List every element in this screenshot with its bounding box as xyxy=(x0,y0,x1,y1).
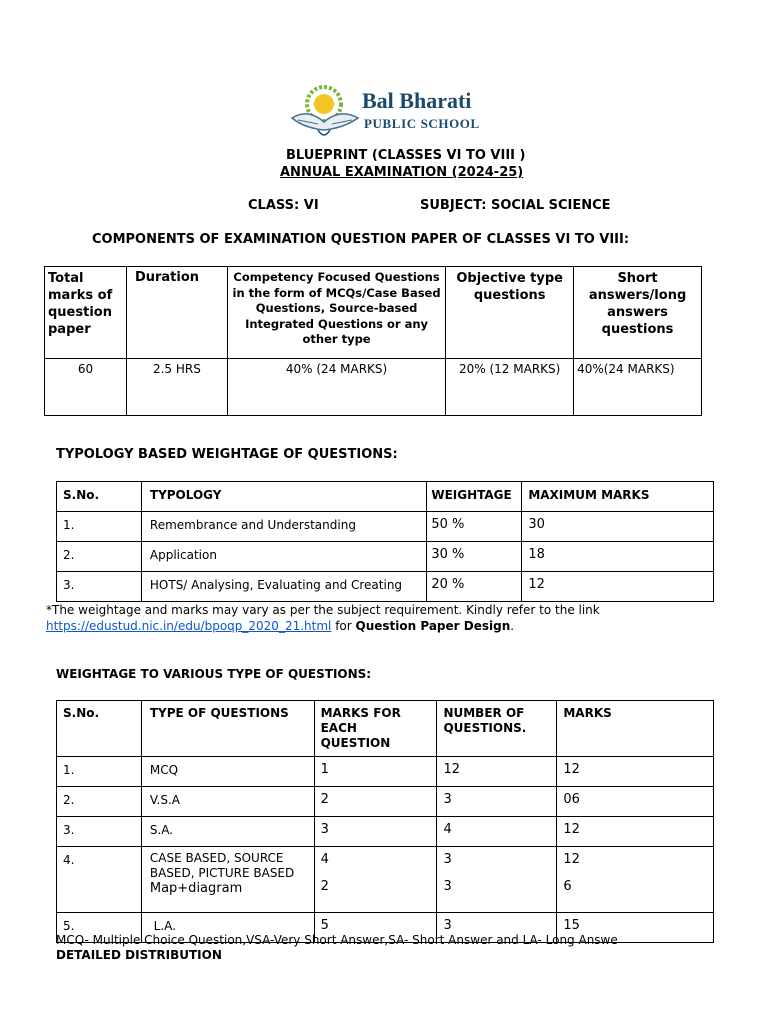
typology-heading: TYPOLOGY BASED WEIGHTAGE OF QUESTIONS: xyxy=(56,447,398,462)
weightage-type: MCQ xyxy=(149,763,179,777)
weightage-header-type: TYPE OF QUESTIONS xyxy=(149,706,289,720)
weightage-marks: 15 xyxy=(563,918,580,933)
typology-header-weightage: WEIGHTAGE xyxy=(431,488,512,502)
logo-school-subtitle: PUBLIC SCHOOL xyxy=(364,116,480,131)
weightage-header-marks: MARKS xyxy=(563,706,612,720)
weightage-number-secondary: 3 xyxy=(443,879,452,894)
typology-header-maxmarks: MAXIMUM MARKS xyxy=(528,488,650,502)
exam-title: ANNUAL EXAMINATION (2024-25) xyxy=(280,165,524,180)
weightage-number: 4 xyxy=(443,822,452,837)
typology-table xyxy=(56,481,714,602)
weightage-sno: 5. xyxy=(63,919,75,933)
weightage-number: 3 xyxy=(443,852,452,867)
table-row xyxy=(57,787,714,817)
weightage-number: 12 xyxy=(443,762,460,777)
value-competency: 40% (24 MARKS) xyxy=(285,362,388,376)
table-row xyxy=(57,572,714,602)
note-bold-text: Question Paper Design xyxy=(355,619,511,633)
header-objective: Objective type questions xyxy=(456,271,563,303)
question-paper-design-link[interactable]: https://edustud.nic.in/edu/bpoqp_2020_21.html xyxy=(46,619,332,633)
typology-weightage: 50 % xyxy=(431,517,465,532)
weightage-type: V.S.A xyxy=(149,793,180,807)
weightage-table xyxy=(56,700,714,943)
weightage-type-secondary: Map+diagram xyxy=(149,881,243,896)
weightage-number: 3 xyxy=(443,792,452,807)
value-objective: 20% (12 MARKS) xyxy=(459,362,561,376)
table-row xyxy=(57,701,714,757)
blueprint-title: BLUEPRINT (CLASSES VI TO VIII ) xyxy=(286,148,526,163)
typology-maxmarks: 12 xyxy=(528,577,545,592)
weightage-sno: 2. xyxy=(63,793,75,807)
typology-sno: 1. xyxy=(63,518,75,532)
weightage-header-number: NUMBER OF QUESTIONS. xyxy=(443,706,527,735)
detailed-distribution-heading: DETAILED DISTRIBUTION xyxy=(56,948,222,962)
weightage-each-secondary: 2 xyxy=(320,879,329,894)
typology-maxmarks: 18 xyxy=(528,547,545,562)
header-competency: Competency Focused Questions in the form of MCQs/Case Based Questions, Source-based Integrated Questions or any other type xyxy=(232,270,441,346)
header-short-long: Short answers/long answers questions xyxy=(588,271,687,337)
weightage-sno: 3. xyxy=(63,823,75,837)
subject-label: SUBJECT: SOCIAL SCIENCE xyxy=(420,198,611,213)
header-duration: Duration xyxy=(134,270,200,285)
typology-header-typology: TYPOLOGY xyxy=(149,488,222,502)
typology-maxmarks: 30 xyxy=(528,517,545,532)
typology-header-sno: S.No. xyxy=(63,488,100,502)
weightage-each: 1 xyxy=(320,762,329,777)
weightage-sno: 4. xyxy=(63,853,75,867)
value-total-marks: 60 xyxy=(77,362,94,376)
typology-weightage: 30 % xyxy=(431,547,465,562)
table-row xyxy=(57,847,714,913)
table-row xyxy=(57,542,714,572)
weightage-type: L.A. xyxy=(149,919,176,933)
typology-sno: 3. xyxy=(63,578,75,592)
table-row xyxy=(57,757,714,787)
class-label: CLASS: VI xyxy=(248,198,319,213)
weightage-each: 2 xyxy=(320,792,329,807)
header-total-marks: Total marks of question paper xyxy=(48,271,113,337)
abbreviations-text: MCQ- Multiple Choice Question,VSA-Very Short Answer,SA- Short Answer and LA- Long Answe xyxy=(56,933,618,947)
table-row xyxy=(57,817,714,847)
typology-sno: 2. xyxy=(63,548,75,562)
note-text: *The weightage and marks may vary as per the subject requirement. Kindly refer to the link xyxy=(46,603,600,617)
components-table xyxy=(44,266,702,416)
weightage-heading: WEIGHTAGE TO VARIOUS TYPE OF QUESTIONS: xyxy=(56,667,372,681)
weightage-each: 5 xyxy=(320,918,329,933)
typology-name: Remembrance and Understanding xyxy=(149,518,356,532)
value-short-long: 40%(24 MARKS) xyxy=(577,362,675,376)
weightage-marks: 12 xyxy=(563,822,580,837)
components-heading: COMPONENTS OF EXAMINATION QUESTION PAPER OF CLASSES VI TO VIII: xyxy=(92,232,630,247)
weightage-header-sno: S.No. xyxy=(63,706,100,720)
value-duration: 2.5 HRS xyxy=(152,362,201,376)
note-link-line xyxy=(46,619,514,633)
weightage-number: 3 xyxy=(443,918,452,933)
weightage-each: 4 xyxy=(320,852,329,867)
typology-name: HOTS/ Analysing, Evaluating and Creating xyxy=(149,578,403,592)
typology-name: Application xyxy=(149,548,217,562)
weightage-marks-secondary: 6 xyxy=(563,879,572,894)
note-period: . xyxy=(510,619,515,633)
weightage-each: 3 xyxy=(320,822,329,837)
table-row xyxy=(45,359,702,416)
weightage-marks: 06 xyxy=(563,792,580,807)
weightage-type: S.A. xyxy=(149,823,174,837)
weightage-sno: 1. xyxy=(63,763,75,777)
weightage-header-each: MARKS FOR EACH QUESTION xyxy=(320,706,401,750)
table-row xyxy=(45,267,702,359)
table-row xyxy=(57,512,714,542)
note-for: for xyxy=(331,619,356,633)
logo-school-name: Bal Bharati xyxy=(362,88,472,113)
typology-weightage: 20 % xyxy=(431,577,465,592)
weightage-marks: 12 xyxy=(563,762,580,777)
logo-emblem-icon xyxy=(288,82,362,142)
table-row xyxy=(57,482,714,512)
weightage-type: CASE BASED, SOURCE BASED, PICTURE BASED xyxy=(149,851,295,880)
weightage-marks: 12 xyxy=(563,852,580,867)
